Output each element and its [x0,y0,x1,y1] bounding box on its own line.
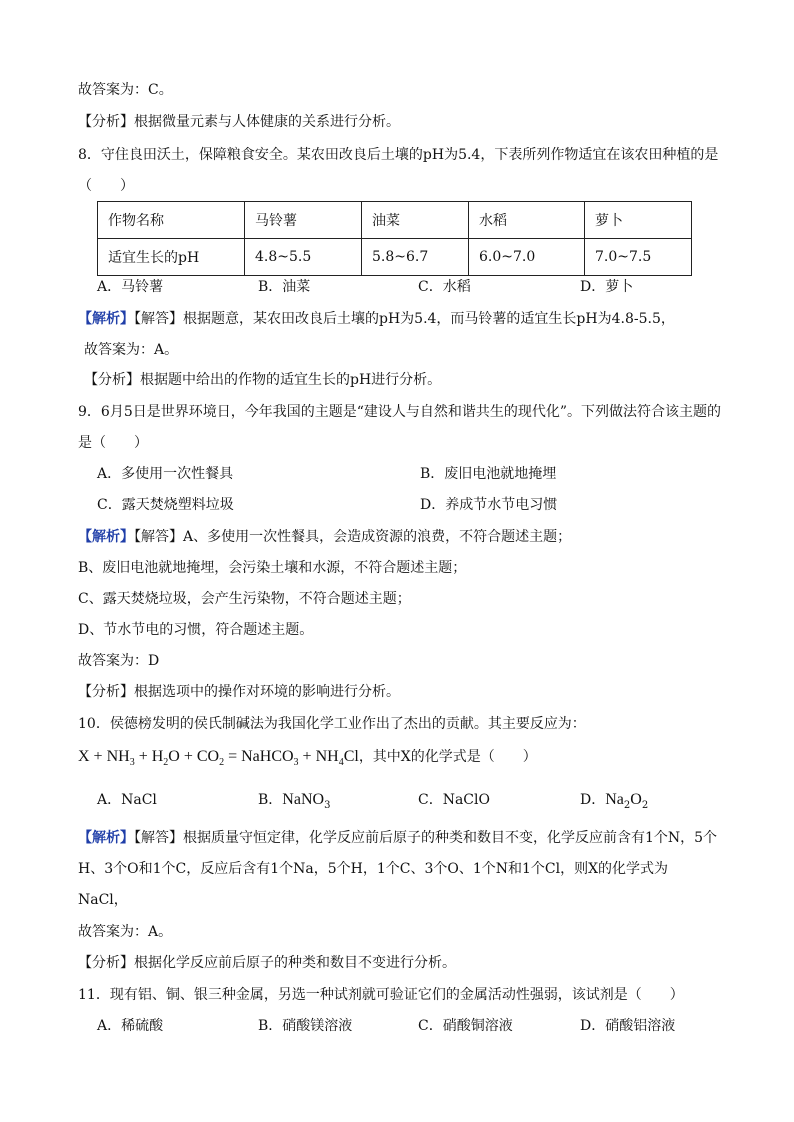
table-cell: 7.0~7.5 [585,239,692,276]
q10-question-tail: ，其中X的化学式是（ ） [358,749,537,765]
q10-option-a: A．NaCl [97,792,157,808]
q9-option-c: C．露天焚烧塑料垃圾 [97,497,234,513]
table-cell: 萝卜 [585,202,692,239]
analysis-text: 根据选项中的操作对环境的影响进行分析。 [134,684,400,700]
q9-solution [78,527,571,547]
q10-analysis [78,953,456,973]
q10-solution-b: H、3个O和1个C，反应后含有1个Na，5个H，1个C、3个O、1个N和1个Cl，则X的化学式为 [78,861,669,877]
analysis-line [78,112,400,132]
q8-answer: 故答案为：A。 [84,342,179,358]
q10-option-c: C．NaClO [418,792,490,808]
q9-option-b: B．废旧电池就地掩埋 [420,466,557,482]
table-cell: 水稻 [469,202,585,239]
answer-line: 故答案为：C。 [78,82,173,98]
q8-option-a: A．马铃薯 [97,279,164,295]
table-cell: 4.8~5.5 [245,239,362,276]
table-cell: 作物名称 [98,202,245,239]
solution-text: 【解答】根据质量守恒定律，化学反应前后原子的种类和数目不变，化学反应前含有1个N，5个 [134,830,718,846]
q10-equation-line [78,747,537,773]
q9-option-a: A．多使用一次性餐具 [97,466,234,482]
q11-option-d: D．硝酸铝溶液 [580,1018,676,1034]
analysis-tag: 【分析】 [78,114,134,130]
table-cell: 马铃薯 [245,202,362,239]
q11-option-a: A．稀硫酸 [97,1018,164,1034]
ph-table [97,201,692,276]
q8-bracket: （ ） [78,178,134,194]
q9-solution-b: B、废旧电池就地掩埋，会污染土壤和水源，不符合题述主题； [78,560,467,576]
analysis-text: 根据微量元素与人体健康的关系进行分析。 [134,114,400,130]
q9-solution-c: C、露天焚烧垃圾，会产生污染物，不符合题述主题； [78,591,411,607]
q11-option-b: B．硝酸镁溶液 [258,1018,353,1034]
solution-tag: 【解析】 [78,830,134,846]
q9-solution-d: D、节水节电的习惯，符合题述主题。 [78,622,314,638]
analysis-text: 根据题中给出的作物的适宜生长的pH进行分析。 [140,372,442,388]
q8-stem: 8．守住良田沃土，保障粮食安全。某农田改良后土壤的pH为5.4，下表所列作物适宜在该农田种植的是 [78,147,719,163]
analysis-tag: 【分析】 [78,955,134,971]
q10-solution [78,828,717,848]
reaction-equation: $X + NH_3 + H_2O + CO_2$ = NaHCO$_3$ + $NH_4Cl$ [78,748,359,769]
table-cell: 5.8~6.7 [362,239,469,276]
solution-text: 【解答】根据题意，某农田改良后土壤的pH为5.4，而马铃薯的适宜生长pH为4.8-5.5， [134,311,675,327]
q11-option-c: C．硝酸铜溶液 [418,1018,513,1034]
analysis-text: 根据化学反应前后原子的种类和数目不变进行分析。 [134,955,456,971]
table-row [98,239,692,276]
solution-tag: 【解析】 [78,529,134,545]
q8-option-b: B．油菜 [258,279,311,295]
q10-option-d: D．$Na_2O_2$ [580,791,649,811]
q9-stem: 9．6月5日是世界环境日，今年我国的主题是“建设人与自然和谐共生的现代化”。下列做法符合该主题的 [78,404,722,420]
q8-option-c: C．水稻 [418,279,471,295]
solution-text: 【解答】A、多使用一次性餐具，会造成资源的浪费，不符合题述主题； [134,529,572,545]
q9-stem-cont: 是（ ） [78,435,148,451]
q10-option-b: B．NaNO$_3$ [258,791,331,811]
table-row [98,202,692,239]
q9-analysis [78,682,400,702]
q8-option-d: D．萝卜 [580,279,634,295]
q10-answer: 故答案为：A。 [78,924,173,940]
table-cell: 油菜 [362,202,469,239]
analysis-tag: 【分析】 [84,372,140,388]
table-cell: 适宜生长的pH [98,239,245,276]
solution-tag: 【解析】 [78,311,134,327]
table-cell: 6.0~7.0 [469,239,585,276]
q10-stem: 10．侯德榜发明的侯氏制碱法为我国化学工业作出了杰出的贡献。其主要反应为： [78,716,586,732]
q11-stem: 11．现有铝、铜、银三种金属，另选一种试剂就可验证它们的金属活动性强弱，该试剂是（ ） [78,987,684,1003]
analysis-tag: 【分析】 [78,684,134,700]
q9-option-d: D．养成节水节电习惯 [420,497,558,513]
q9-answer: 故答案为：D [78,653,160,669]
q8-analysis [84,370,441,390]
q8-solution [78,309,675,329]
q10-solution-c: NaCl， [78,892,128,908]
